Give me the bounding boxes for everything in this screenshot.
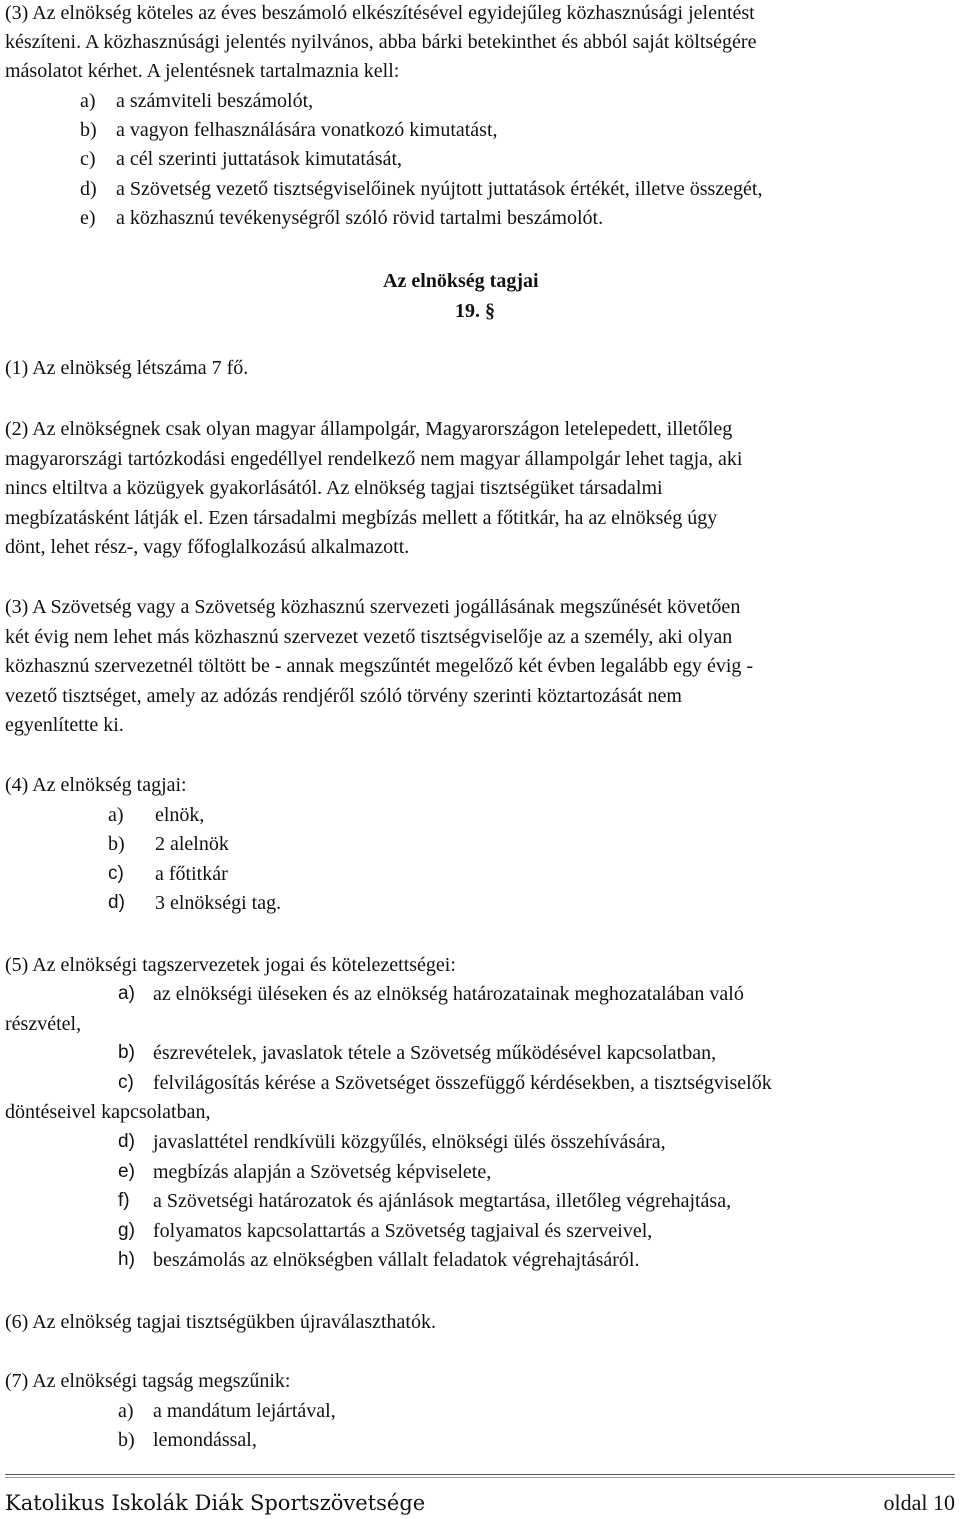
paragraph-6: (6) Az elnökség tagjai tisztségükben újraválaszthatók.: [5, 1311, 436, 1333]
footer-organization: Katolikus Iskolák Diák Sportszövetsége: [5, 1491, 426, 1515]
paragraph-1: (1) Az elnökség létszáma 7 fő.: [5, 357, 249, 379]
footer-divider: [5, 1477, 955, 1478]
list-label: d): [80, 178, 97, 200]
paragraph-2-line: nincs eltiltva a közügyek gyakorlásától. Az elnökség tagjai tisztségüket társadalmi: [5, 477, 663, 499]
list-label: d): [118, 1131, 135, 1152]
footer-page-number: oldal 10: [883, 1490, 955, 1515]
paragraph-5-intro: (5) Az elnökségi tagszervezetek jogai és kötelezettségei:: [5, 954, 456, 976]
list-text: a vagyon felhasználására vonatkozó kimutatást,: [116, 119, 498, 141]
list-text: felvilágosítás kérése a Szövetséget összefüggő kérdésekben, a tisztségviselők: [153, 1072, 772, 1094]
paragraph-3-line: egyenlítette ki.: [5, 714, 124, 736]
paragraph-3-line: (3) A Szövetség vagy a Szövetség közhasznú szervezeti jogállásának megszűnését követően: [5, 596, 741, 618]
list-text: a Szövetség vezető tisztségviselőinek nyújtott juttatások értékét, illetve összegét,: [116, 178, 763, 200]
paragraph-2-line: magyarországi tartózkodási engedéllyel rendelkező nem magyar állampolgár lehet tagja, aki: [5, 448, 743, 470]
list-text: 3 elnökségi tag.: [155, 892, 282, 914]
list-label: e): [118, 1161, 135, 1182]
list-label: b): [80, 119, 97, 141]
paragraph-3-line: vezető tisztséget, amely az adózás rendjéről szóló törvény szerinti köztartozását nem: [5, 685, 682, 707]
list-label: a): [118, 1400, 134, 1422]
list-text: megbízás alapján a Szövetség képviselete,: [153, 1161, 492, 1183]
list-text: a Szövetségi határozatok és ajánlások megtartása, illetőleg végrehajtása,: [153, 1190, 732, 1212]
list-text: javaslattétel rendkívüli közgyűlés, elnökségi ülés összehívására,: [153, 1131, 666, 1153]
section-heading-title: Az elnökség tagjai: [383, 270, 539, 292]
list-label: h): [118, 1249, 135, 1270]
paragraph-7-intro: (7) Az elnökségi tagság megszűnik:: [5, 1370, 291, 1392]
list-label: f): [118, 1190, 130, 1211]
list-text: 2 alelnök: [155, 833, 229, 855]
list-text: beszámolás az elnökségben vállalt feladatok végrehajtásáról.: [153, 1249, 640, 1271]
list-text: az elnökségi üléseken és az elnökség határozatainak meghozatalában való: [153, 983, 744, 1005]
list-text: elnök,: [155, 804, 205, 826]
list-label: g): [118, 1220, 135, 1241]
list-text: a közhasznú tevékenységről szóló rövid tartalmi beszámolót.: [116, 207, 604, 229]
list-continuation: döntéseivel kapcsolatban,: [5, 1101, 211, 1123]
list-label: a): [80, 90, 96, 112]
list-label: a): [108, 804, 124, 826]
list-continuation: részvétel,: [5, 1013, 82, 1035]
list-label: a): [118, 983, 135, 1004]
paragraph-3-line: közhasznú szervezetnél töltött be - annak megszűntét megelőző két évben legalább egy évig -: [5, 655, 754, 677]
paragraph-2-line: (2) Az elnökségnek csak olyan magyar állampolgár, Magyarországon letelepedett, illetőleg: [5, 418, 733, 440]
list-label: b): [108, 833, 125, 855]
list-label: b): [118, 1042, 135, 1063]
list-label: c): [80, 148, 96, 170]
list-label: c): [108, 863, 124, 884]
paragraph-4-intro: (4) Az elnökség tagjai:: [5, 774, 187, 796]
footer-divider: [5, 1474, 955, 1475]
paragraph-2-line: megbízatásként látják el. Ezen társadalmi megbízás mellett a főtitkár, ha az elnökség úgy: [5, 507, 718, 529]
list-label: e): [80, 207, 96, 229]
list-label: d): [108, 892, 125, 913]
list-text: észrevételek, javaslatok tétele a Szövetség működésével kapcsolatban,: [153, 1042, 717, 1064]
paragraph-2-line: dönt, lehet rész-, vagy főfoglalkozású alkalmazott.: [5, 536, 410, 558]
list-label: c): [118, 1072, 134, 1093]
list-text: a cél szerinti juttatások kimutatását,: [116, 148, 403, 170]
section-heading-number: 19. §: [455, 300, 495, 322]
list-text: a mandátum lejártával,: [153, 1400, 336, 1422]
list-text: a főtitkár: [155, 863, 228, 885]
section3-line: (3) Az elnökség köteles az éves beszámoló elkészítésével egyidejűleg közhasznúsági jelentést: [5, 2, 755, 24]
list-text: a számviteli beszámolót,: [116, 90, 314, 112]
section3-line: készíteni. A közhasznúsági jelentés nyilvános, abba bárki betekinthet és abból saját költségére: [5, 31, 757, 53]
list-text: lemondással,: [153, 1429, 257, 1451]
list-text: folyamatos kapcsolattartás a Szövetség tagjaival és szerveivel,: [153, 1220, 653, 1242]
list-label: b): [118, 1429, 135, 1451]
paragraph-3-line: két évig nem lehet más közhasznú szervezet vezető tisztségviselője az a személy, aki olyan: [5, 626, 733, 648]
section3-line: másolatot kérhet. A jelentésnek tartalmaznia kell:: [5, 60, 400, 82]
